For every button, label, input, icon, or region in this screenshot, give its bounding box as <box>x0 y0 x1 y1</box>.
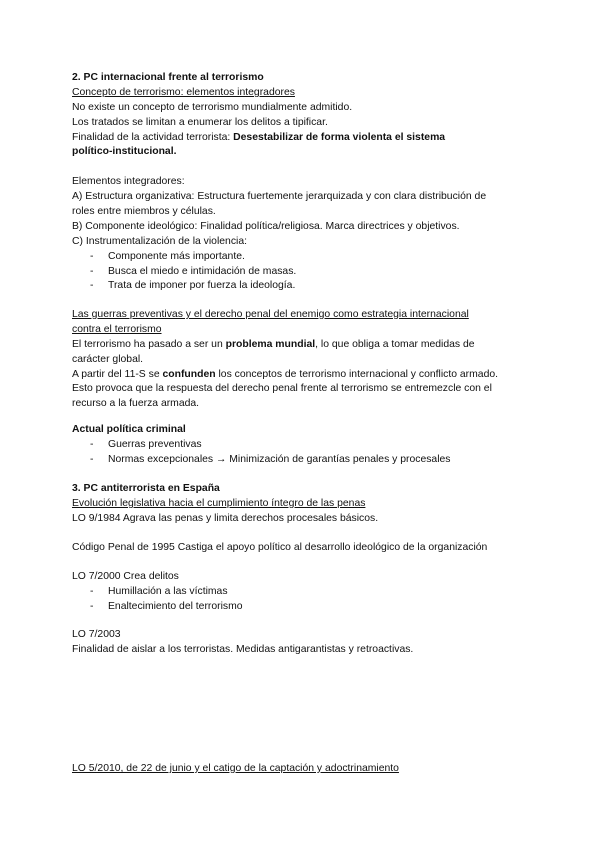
bullet-item: - Normas excepcionales → Minimización de garantías penales y procesales <box>72 453 532 468</box>
list-title: Actual política criminal <box>72 424 186 435</box>
paragraph: No existe un concepto de terrorismo mundialmente admitido. <box>72 101 353 113</box>
bullet-item: - Humillación a las víctimas <box>72 585 532 600</box>
bold-text: problema mundial <box>225 338 316 350</box>
bullet-text: Enaltecimiento del terrorismo <box>108 600 243 612</box>
bold-text: confunden <box>162 368 216 380</box>
subsection-title: Concepto de terrorismo: elementos integradores <box>72 86 295 98</box>
paragraph: recurso a la fuerza armada. <box>72 398 200 410</box>
lo-2003 <box>72 628 532 658</box>
list-item: A) Estructura organizativa: Estructura fuertemente jerarquizada y con clara distribución de <box>72 191 487 203</box>
lo-2010 <box>72 762 532 777</box>
section-2-guerras <box>72 308 532 412</box>
list-item: C) Instrumentalización de la violencia: <box>72 235 247 247</box>
text-run: , lo que obliga a tomar medidas de <box>315 338 475 350</box>
bold-text: Desestabilizar de forma violenta el sistema <box>233 131 446 143</box>
paragraph: político-institucional. <box>72 146 177 158</box>
paragraph: LO 9/1984 Agrava las penas y limita derechos procesales básicos. <box>72 512 379 524</box>
subsection-title: Las guerras preventivas y el derecho penal del enemigo como estrategia internacional <box>72 309 469 320</box>
section-3 <box>72 482 532 527</box>
subsection-title: LO 5/2010, de 22 de junio y el catigo de la captación y adoctrinamiento <box>72 763 399 774</box>
list-item: B) Componente ideológico: Finalidad política/religiosa. Marca directrices y objetivos. <box>72 220 460 232</box>
section-heading: 2. PC internacional frente al terrorismo <box>72 72 264 83</box>
cp-1995 <box>72 541 532 556</box>
paragraph: LO 7/2000 Crea delitos <box>72 571 179 582</box>
subsection-title: contra el terrorismo <box>72 323 162 335</box>
paragraph <box>72 338 532 353</box>
lo-2000 <box>72 570 532 615</box>
bullet-item: - Enaltecimiento del terrorismo <box>72 600 532 615</box>
bullet-text: Normas excepcionales → Minimización de garantías penales y procesales <box>108 453 451 465</box>
section-heading: 3. PC antiterrorista en España <box>72 483 220 494</box>
bullet-text: Guerras preventivas <box>108 438 202 450</box>
paragraph <box>72 131 532 146</box>
paragraph: carácter global. <box>72 353 144 365</box>
paragraph: LO 7/2003 <box>72 629 121 640</box>
list-item: roles entre miembros y células. <box>72 206 216 218</box>
bullet-text: Humillación a las víctimas <box>108 585 228 597</box>
bullet-text: Trata de imponer por fuerza la ideología. <box>108 280 296 292</box>
paragraph: Los tratados se limitan a enumerar los delitos a tipificar. <box>72 116 328 128</box>
bullet-text: Componente más importante. <box>108 250 245 262</box>
text-run: A partir del 11-S se <box>72 368 163 380</box>
text-run: Finalidad de la actividad terrorista: <box>72 131 234 143</box>
text-run: los conceptos de terrorismo internacional y conflicto armado. <box>215 368 499 380</box>
list-title: Elementos integradores: <box>72 176 185 188</box>
bullet-item: - Guerras preventivas <box>72 438 532 453</box>
bullet-text: Busca el miedo e intimidación de masas. <box>108 265 297 277</box>
section-2-politica <box>72 423 532 468</box>
section-2 <box>72 71 532 294</box>
paragraph: Finalidad de aislar a los terroristas. Medidas antigarantistas y retroactivas. <box>72 643 414 655</box>
paragraph <box>72 368 532 383</box>
bullet-item: - Trata de imponer por fuerza la ideología. <box>72 279 532 294</box>
paragraph: Esto provoca que la respuesta del derecho penal frente al terrorismo se entremezcle con el <box>72 383 492 395</box>
bullet-item: - Busca el miedo e intimidación de masas. <box>72 265 532 280</box>
bullet-item: - Componente más importante. <box>72 250 532 265</box>
subsection-title: Evolución legislativa hacia el cumplimiento íntegro de las penas <box>72 497 366 509</box>
text-run: El terrorismo ha pasado a ser un <box>72 338 226 350</box>
paragraph: Código Penal de 1995 Castiga el apoyo político al desarrollo ideológico de la organización <box>72 542 488 553</box>
